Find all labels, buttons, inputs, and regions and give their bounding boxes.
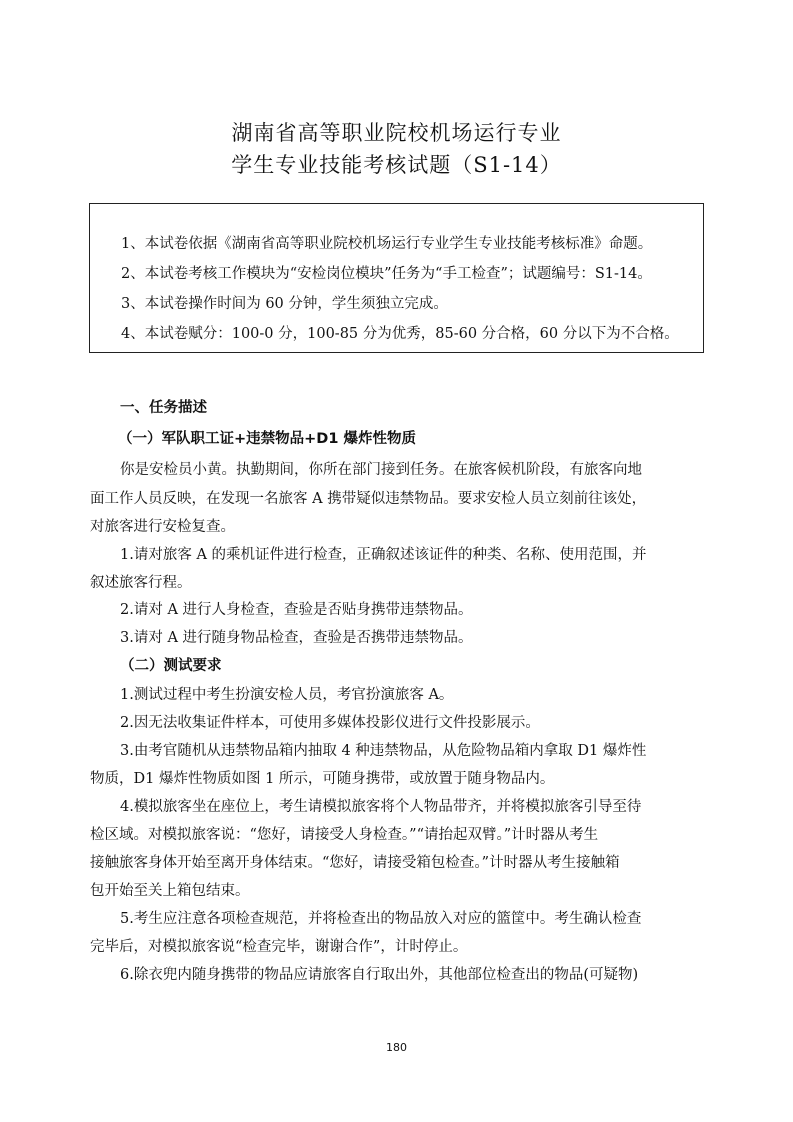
paragraph-line: 对旅客进行安检复查。 [90, 519, 235, 535]
notice-item-1: 1、本试卷依据《湖南省高等职业院校机场运行专业学生专业技能考核标准》命题。 [121, 236, 653, 252]
paragraph-line: 物质，D1 爆炸性物质如图 1 所示，可随身携带，或放置于随身物品内。 [90, 771, 555, 787]
paragraph-line: 你是安检员小黄。执勤期间，你所在部门接到任务。在旅客候机阶段，有旅客向地 [120, 462, 642, 478]
section-heading-task: 一、任务描述 [120, 400, 207, 416]
subsection-heading-1: （一）军队职工证+违禁物品+D1 爆炸性物质 [118, 431, 416, 447]
document-title-line2: 学生专业技能考核试题（S1-14） [231, 153, 562, 177]
paragraph-line: 面工作人员反映，在发现一名旅客 A 携带疑似违禁物品。要求安检人员立刻前往该处， [90, 491, 647, 507]
page-number: 180 [386, 1041, 407, 1054]
notice-item-2: 2、本试卷考核工作模块为“安检岗位模块”任务为“手工检查”；试题编号：S1-14。 [121, 266, 652, 282]
paragraph-line: 2.因无法收集证件样本，可使用多媒体投影仪进行文件投影展示。 [120, 715, 540, 731]
notice-item-4: 4、本试卷赋分：100-0 分，100-85 分为优秀，85-60 分合格，60 分以下为不合格。 [121, 326, 679, 342]
notice-box [89, 203, 704, 353]
document-title-line1: 湖南省高等职业院校机场运行专业 [231, 121, 562, 145]
paragraph-line: 2.请对 A 进行人身检查，查验是否贴身携带违禁物品。 [120, 602, 473, 618]
paragraph-line: 5.考生应注意各项检查规范，并将检查出的物品放入对应的篮筐中。考生确认检查 [120, 911, 642, 927]
paragraph-line: 叙述旅客行程。 [90, 575, 192, 591]
paragraph-line: 检区域。对模拟旅客说：“您好，请接受人身检查。”“请抬起双臂。”计时器从考生 [90, 827, 599, 843]
paragraph-line: 完毕后，对模拟旅客说“检查完毕，谢谢合作”，计时停止。 [90, 939, 468, 955]
paragraph-line: 3.请对 A 进行随身物品检查，查验是否携带违禁物品。 [120, 630, 473, 646]
subsection-heading-2: （二）测试要求 [120, 658, 222, 674]
paragraph-line: 1.测试过程中考生扮演安检人员，考官扮演旅客 A。 [120, 687, 454, 703]
paragraph-line: 接触旅客身体开始至离开身体结束。“您好，请接受箱包检查。”计时器从考生接触箱 [90, 855, 620, 871]
paragraph-line: 4.模拟旅客坐在座位上，考生请模拟旅客将个人物品带齐，并将模拟旅客引导至待 [120, 799, 642, 815]
notice-item-3: 3、本试卷操作时间为 60 分钟，学生须独立完成。 [121, 296, 448, 312]
paragraph-line: 3.由考官随机从违禁物品箱内抽取 4 种违禁物品，从危险物品箱内拿取 D1 爆炸性 [120, 743, 647, 759]
paragraph-line: 包开始至关上箱包结束。 [90, 883, 250, 899]
paragraph-line: 1.请对旅客 A 的乘机证件进行检查，正确叙述该证件的种类、名称、使用范围，并 [120, 547, 647, 563]
paragraph-line: 6.除衣兜内随身携带的物品应请旅客自行取出外，其他部位检查出的物品(可疑物) [120, 967, 639, 983]
